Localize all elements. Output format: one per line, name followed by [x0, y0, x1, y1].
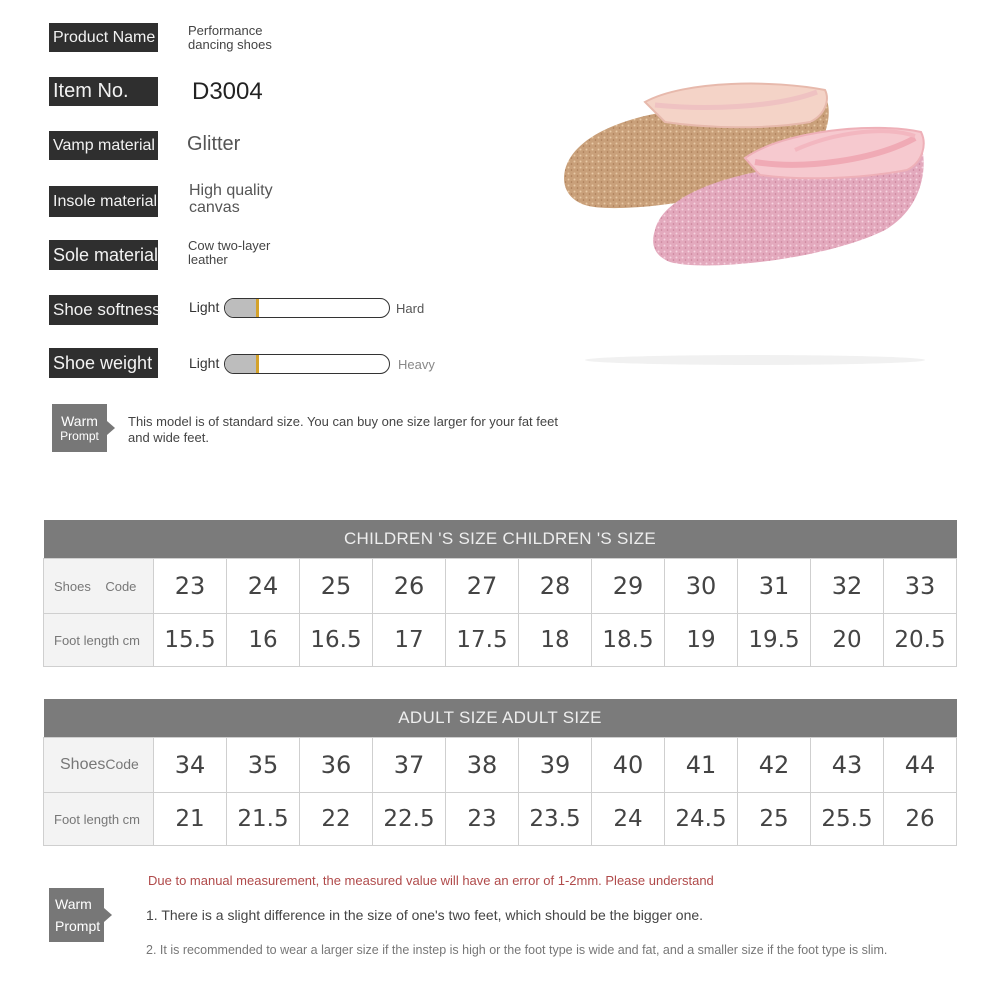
foot-length-cell: 17 — [373, 614, 446, 667]
warm-point-1: 1. There is a slight difference in the size of one's two feet, which should be the bigger one. — [146, 907, 704, 923]
adult-size-table — [43, 699, 957, 846]
children-code-row-label — [44, 559, 154, 614]
adult-code-row-label — [44, 738, 154, 793]
size-code-cell: 38 — [446, 738, 519, 793]
foot-length-cell: 23.5 — [519, 793, 592, 846]
item-no-label: Item No. — [49, 77, 158, 106]
weight-left-label: Light — [189, 355, 220, 371]
foot-length-cell: 21.5 — [227, 793, 300, 846]
softness-slider — [224, 298, 390, 318]
size-code-cell: 23 — [154, 559, 227, 614]
children-code-label-a: Shoes — [54, 578, 91, 594]
softness-right-label: Hard — [396, 301, 425, 316]
foot-length-cell: 16 — [227, 614, 300, 667]
size-code-cell: 31 — [738, 559, 811, 614]
warm-prompt-text-top: This model is of standard size. You can buy one size larger for your fat feet and wide feet. — [128, 414, 558, 445]
size-code-cell: 35 — [227, 738, 300, 793]
warm-badge-line1: Warm — [55, 896, 92, 912]
foot-length-cell: 18.5 — [592, 614, 665, 667]
size-code-cell: 30 — [665, 559, 738, 614]
warm-prompt-badge-top — [52, 404, 107, 452]
adult-code-label-a: Shoes — [60, 756, 106, 773]
weight-slider — [224, 354, 390, 374]
product-name-label: Product Name — [49, 23, 158, 52]
size-code-cell: 37 — [373, 738, 446, 793]
children-length-row-label: Foot length cm — [44, 614, 154, 667]
size-code-cell: 32 — [811, 559, 884, 614]
size-code-cell: 43 — [811, 738, 884, 793]
insole-material-label: Insole material — [49, 186, 158, 217]
warm-badge-line1: Warm — [61, 413, 98, 429]
foot-length-cell: 16.5 — [300, 614, 373, 667]
size-code-cell: 39 — [519, 738, 592, 793]
foot-length-cell: 19.5 — [738, 614, 811, 667]
warm-point-2: 2. It is recommended to wear a larger size if the instep is high or the foot type is wide and fat, and a smaller size if the foot type is slim. — [146, 943, 888, 957]
weight-slider-fill — [225, 355, 258, 373]
foot-length-cell: 24.5 — [665, 793, 738, 846]
vamp-material-label: Vamp material — [49, 131, 158, 160]
size-code-cell: 42 — [738, 738, 811, 793]
insole-material-value: High quality canvas — [189, 182, 273, 216]
foot-length-cell: 21 — [154, 793, 227, 846]
foot-length-cell: 17.5 — [446, 614, 519, 667]
size-code-cell: 41 — [665, 738, 738, 793]
size-code-cell: 26 — [373, 559, 446, 614]
adult-length-row-label: Foot length cm — [44, 793, 154, 846]
adult-code-label-b: Code — [105, 756, 139, 772]
size-code-cell: 28 — [519, 559, 592, 614]
sole-material-value: Cow two-layer leather — [188, 238, 271, 267]
size-code-cell: 27 — [446, 559, 519, 614]
foot-length-cell: 15.5 — [154, 614, 227, 667]
weight-right-label: Heavy — [398, 357, 435, 372]
weight-slider-marker — [256, 355, 259, 373]
size-code-cell: 33 — [884, 559, 957, 614]
softness-slider-marker — [256, 299, 259, 317]
foot-length-cell: 23 — [446, 793, 519, 846]
size-code-cell: 29 — [592, 559, 665, 614]
foot-length-cell: 25 — [738, 793, 811, 846]
warm-badge-line2: Prompt — [60, 429, 99, 443]
size-code-cell: 24 — [227, 559, 300, 614]
foot-length-cell: 22 — [300, 793, 373, 846]
warm-badge-line2: Prompt — [55, 918, 101, 934]
foot-length-cell: 19 — [665, 614, 738, 667]
softness-left-label: Light — [189, 299, 220, 315]
foot-length-cell: 20 — [811, 614, 884, 667]
size-code-cell: 36 — [300, 738, 373, 793]
item-no-value: D3004 — [192, 78, 263, 105]
vamp-material-value: Glitter — [187, 133, 241, 155]
foot-length-cell: 26 — [884, 793, 957, 846]
size-code-cell: 25 — [300, 559, 373, 614]
adult-size-title: ADULT SIZE ADULT SIZE — [44, 699, 957, 738]
foot-length-cell: 20.5 — [884, 614, 957, 667]
size-code-cell: 40 — [592, 738, 665, 793]
ballet-shoes-image — [555, 40, 945, 370]
foot-length-cell: 25.5 — [811, 793, 884, 846]
warm-prompt-badge-bottom — [49, 888, 104, 942]
size-code-cell: 44 — [884, 738, 957, 793]
shoe-weight-label: Shoe weight — [49, 348, 158, 378]
foot-length-cell: 18 — [519, 614, 592, 667]
size-code-cell: 34 — [154, 738, 227, 793]
shoe-softness-label: Shoe softness — [49, 295, 158, 325]
foot-length-cell: 24 — [592, 793, 665, 846]
measurement-notice: Due to manual measurement, the measured value will have an error of 1-2mm. Please understand — [148, 873, 714, 888]
sole-material-label: Sole material — [49, 240, 158, 270]
children-code-label-b: Code — [105, 578, 137, 594]
foot-length-cell: 22.5 — [373, 793, 446, 846]
product-name-value: Performance dancing shoes — [188, 23, 272, 52]
softness-slider-fill — [225, 299, 258, 317]
children-size-table — [43, 520, 957, 667]
children-size-title: CHILDREN 'S SIZE CHILDREN 'S SIZE — [44, 520, 957, 559]
